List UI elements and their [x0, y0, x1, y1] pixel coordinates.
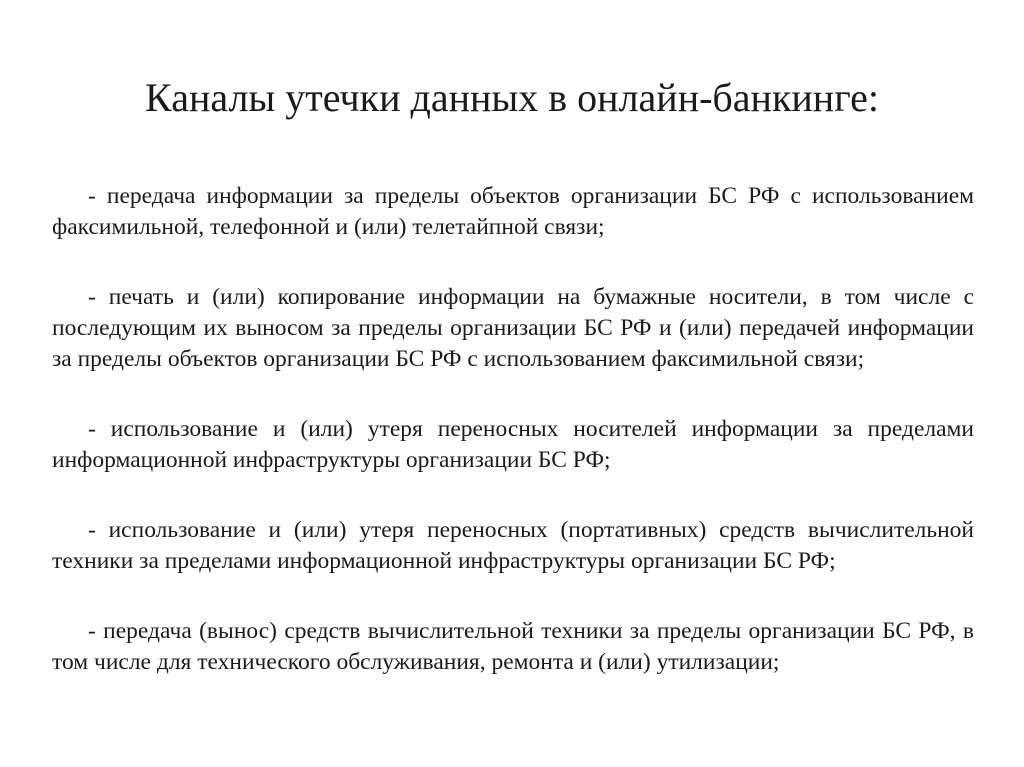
list-item: - использование и (или) утеря переносных носителей информации за пределами информационной инфраструктуры организации БС РФ; — [52, 416, 974, 473]
list-item: - передача (вынос) средств вычислительной техники за пределы организации БС РФ, в том числе для технического обслуживания, ремонта и (или) утилизации; — [52, 618, 974, 675]
list-item: - передача информации за пределы объектов организации БС РФ с использованием факсимильной, телефонной и (или) телетайпной связи; — [52, 183, 974, 240]
leak-channels-list — [52, 181, 974, 678]
list-item: - печать и (или) копирование информации на бумажные носители, в том числе с последующим их выносом за пределы организации БС РФ и (или) передачей информации за пределы объектов организации БС РФ с использованием факсимильной связи; — [52, 284, 974, 372]
list-item: - использование и (или) утеря переносных (портативных) средств вычислительной техники за пределами информационной инфраструктуры организации БС РФ; — [52, 517, 974, 574]
slide-title: Каналы утечки данных в онлайн-банкинге: — [145, 75, 879, 120]
